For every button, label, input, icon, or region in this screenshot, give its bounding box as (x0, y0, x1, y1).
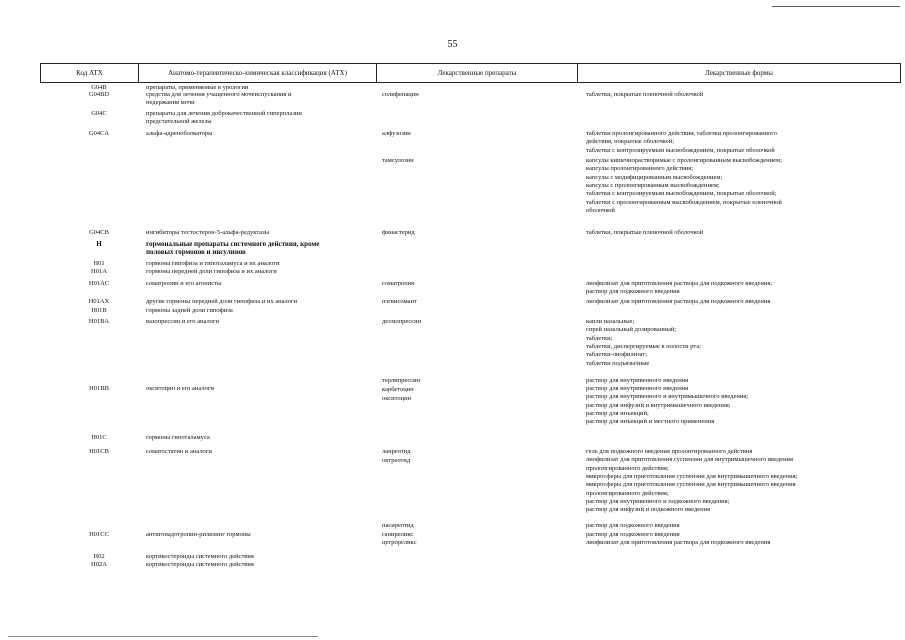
drug-name: ганиреликс (382, 531, 414, 538)
atc-code-cell: H (96, 240, 102, 248)
atc-code-cell: G04C (91, 110, 107, 117)
classification-line: препараты, применяемые в урологии (146, 84, 249, 91)
drug-name: пасиреотид (382, 522, 414, 529)
table-header-row (40, 63, 901, 83)
classification-line: ингибиторы тестостерон-5-альфа-редуктазы (146, 229, 270, 236)
dosage-form-line: раствор для инфузий и подкожного введения (586, 506, 711, 514)
classification-line: окситоцин и его аналоги (146, 385, 214, 392)
dosage-form-line: микросферы для приготовления суспензии для внутримышечного введения (586, 481, 796, 489)
classification-line: гормоны задней доли гипофиза (146, 307, 233, 314)
classification-line: предстательной железы (146, 118, 212, 126)
atc-code-cell: G04CA (88, 130, 110, 137)
drug-name: алфузозин (382, 130, 411, 137)
dosage-form-line: оболочкой (586, 206, 615, 214)
bottom-edge-rule (8, 636, 318, 637)
dosage-form-line: таблетки-лиофилизат; (586, 351, 648, 359)
classification-line: кортикостероиды системного действия (146, 553, 254, 560)
drug-name: пэгвисомант (382, 298, 417, 305)
dosage-form-line: лиофилизат для приготовления раствора для подкожного введения; (586, 280, 773, 287)
atc-code-cell: H01C (91, 434, 107, 441)
drug-name: карбетоцин (382, 386, 414, 393)
atc-code-cell: G04BD (88, 91, 110, 98)
atc-code-cell: H01BA (88, 318, 110, 325)
drug-name: октреотид (382, 457, 411, 464)
atc-code-cell: H01AC (88, 280, 110, 287)
classification-line: гормоны гипофиза и гипоталамуса и их аналоги (146, 260, 280, 267)
classification-line: половых гормонов и инсулинов (146, 248, 246, 257)
drug-name: окситоцин (382, 395, 412, 402)
classification-line: кортикостероиды системного действия (146, 561, 254, 568)
dosage-form-line: раствор для внутривенного введения (586, 385, 689, 392)
classification-line: препараты для лечения доброкачественной гиперплазии (146, 110, 302, 117)
dosage-form-line: пролонгированного действия; (586, 489, 669, 497)
dosage-form-line: раствор для внутривенного и внутримышечного введения; (586, 393, 749, 401)
drug-name: цетрореликс (382, 539, 417, 546)
dosage-form-line: пролонгированного действия; (586, 464, 669, 472)
atc-code-cell: H01 (93, 260, 105, 267)
drug-name: тамсулозин (382, 157, 414, 164)
header-forms: Лекарственные формы (705, 69, 773, 77)
dosage-form-line: таблетки пролонгированного действия; таблетки пролонгированного (586, 130, 778, 137)
dosage-form-line: капсулы пролонгированного действия; (586, 165, 694, 173)
dosage-form-line: раствор для подкожного введения (586, 531, 680, 538)
header-drugs: Лекарственные препараты (377, 64, 578, 82)
dosage-form-line: раствор для инфузий и внутримышечного введения; (586, 401, 731, 409)
dosage-form-line: капсулы с пролонгированным высвобождением; (586, 181, 720, 189)
drug-name: десмопрессин (382, 318, 422, 325)
atc-code-cell: H01CB (89, 448, 109, 455)
atc-code-cell: H02 (93, 553, 105, 560)
classification-line: другие гормоны передней доли гипофиза и их аналоги (146, 298, 298, 305)
atc-code-cell: G04CB (89, 229, 109, 236)
dosage-form-line: таблетки с контролируемым высвобождением, покрытые оболочкой; (586, 190, 777, 198)
dosage-form-line: таблетки с пролонгированным высвобождением, покрытые пленочной (586, 198, 782, 206)
header-atc-code: Код АТХ (41, 64, 139, 82)
dosage-form-line: таблетки подъязычные (586, 359, 650, 367)
header-classification: Анатомо-терапевтическо-химическая классификация (АТХ) (139, 64, 377, 82)
atc-code-cell: H01AX (88, 298, 110, 305)
atc-code-cell: H01B (91, 307, 107, 314)
page-number: 55 (447, 39, 458, 50)
dosage-form-line: таблетки, покрытые пленочной оболочкой (586, 229, 704, 236)
dosage-form-line: лиофилизат для приготовления суспензии для внутримышечного введения (586, 456, 794, 464)
drug-name: соматропин (382, 280, 415, 287)
classification-line: гормональные препараты системного действия, кроме (146, 240, 320, 248)
dosage-form-line: таблетки с контролируемым высвобождением, покрытые оболочкой (586, 146, 775, 154)
atc-code-cell: G04B (91, 84, 107, 91)
dosage-form-line: таблетки; (586, 334, 613, 342)
classification-line: гормоны гипоталамуса (146, 434, 210, 441)
dosage-form-line: спрей назальный дозированный; (586, 326, 677, 334)
atc-code-cell: H01BB (89, 385, 109, 392)
dosage-form-line: раствор для внутривенного введения (586, 377, 689, 384)
dosage-form-line: раствор для инъекций; (586, 409, 649, 417)
atc-code-cell: H01A (91, 268, 107, 275)
dosage-form-line: раствор для подкожного введения (586, 288, 680, 296)
dosage-form-line: лиофилизат для приготовления раствора для подкожного введения (586, 539, 771, 547)
classification-line: соматропин и его агонисты (146, 280, 222, 287)
drug-name: ланреотид (382, 448, 411, 455)
classification-line: гормоны передней доли гипофиза и их аналоги (146, 268, 277, 275)
dosage-form-line: капсулы с модифицированным высвобождением; (586, 173, 723, 181)
top-edge-rule (772, 6, 900, 7)
classification-line: соматостатин и аналоги (146, 448, 212, 455)
dosage-form-line: раствор для инъекций и местного применения (586, 418, 715, 426)
drug-name: терлипрессин (382, 377, 421, 384)
dosage-form-line: гель для подкожного введения пролонгированного действия (586, 448, 753, 455)
dosage-form-line: таблетки, диспергируемые в полости рта; (586, 342, 702, 350)
dosage-form-line: раствор для внутривенного и подкожного введения; (586, 497, 730, 505)
classification-line: вазопрессин и его аналоги (146, 318, 220, 325)
dosage-form-line: таблетки, покрытые пленочной оболочкой (586, 91, 704, 98)
classification-line: недержания мочи (146, 99, 195, 107)
atc-code-cell: H01CC (89, 531, 109, 538)
atc-code-cell: H02A (91, 561, 107, 568)
classification-line: антигонадотропин-рилизинг гормоны (146, 531, 251, 538)
dosage-form-line: капсулы кишечнорастворимые с пролонгированным высвобождением; (586, 157, 782, 164)
dosage-form-line: капли назальные; (586, 318, 635, 325)
dosage-form-line: лиофилизат для приготовления раствора для подкожного введения (586, 298, 771, 305)
dosage-form-line: действия, покрытые оболочкой; (586, 138, 675, 146)
classification-line: средства для лечения учащенного мочеиспускания и (146, 91, 292, 98)
drug-name: солифенацин (382, 91, 419, 98)
classification-line: альфа-адреноблокаторы (146, 130, 213, 137)
drug-name: финастерид (382, 229, 415, 236)
dosage-form-line: микросферы для приготовления суспензии для внутримышечного введения; (586, 472, 798, 480)
dosage-form-line: раствор для подкожного введения (586, 522, 680, 529)
